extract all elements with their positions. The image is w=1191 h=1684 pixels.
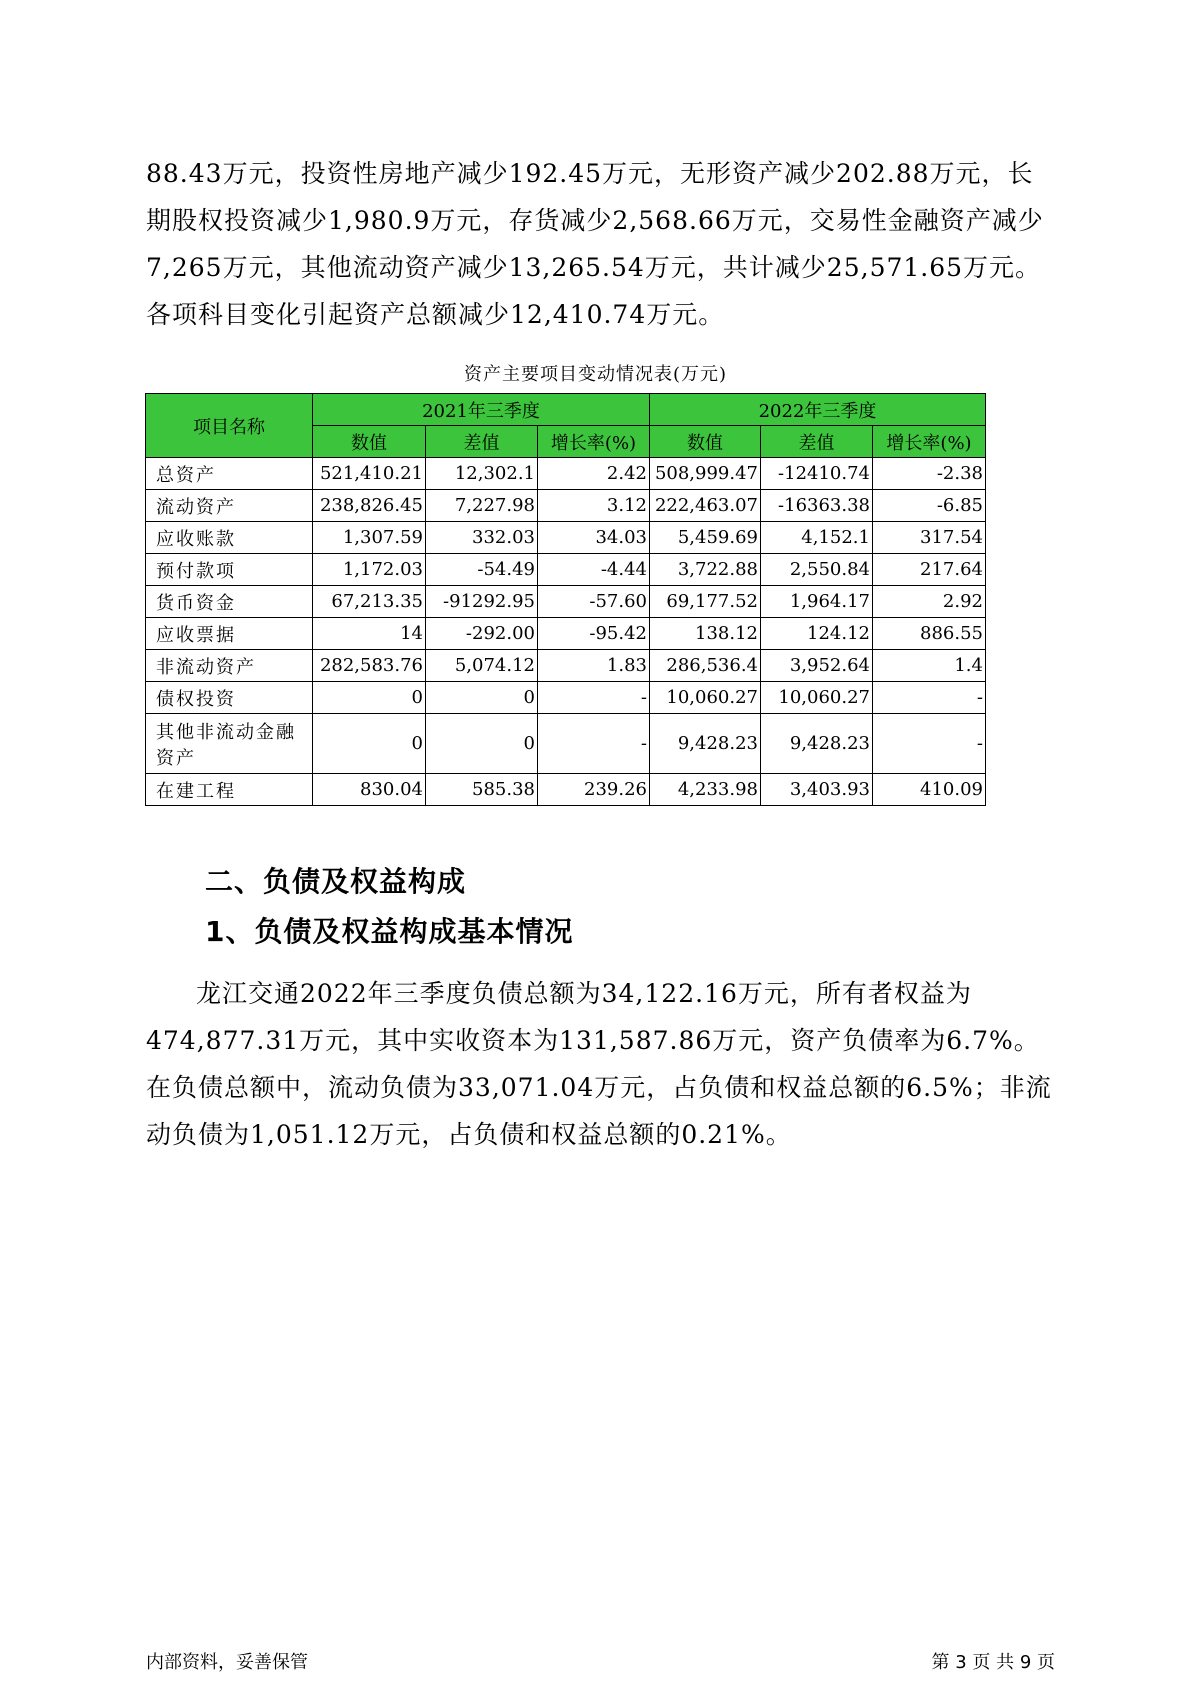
cell-d1: 12,302.1 <box>426 458 538 490</box>
table-row <box>146 618 986 650</box>
table-caption: 资产主要项目变动情况表(万元) <box>463 364 728 385</box>
table-row <box>146 458 986 490</box>
cell-r1: -57.60 <box>538 586 650 618</box>
cell-v1: 67,213.35 <box>313 586 426 618</box>
table-row <box>146 522 986 554</box>
cell-r2: 317.54 <box>873 522 986 554</box>
cell-d2: 3,403.93 <box>761 774 873 806</box>
section-heading: 二、负债及权益构成 <box>205 865 467 898</box>
cell-name: 应收票据 <box>146 618 313 650</box>
cell-r1: -4.44 <box>538 554 650 586</box>
cell-v2: 286,536.4 <box>650 650 761 682</box>
cell-d2: -12410.74 <box>761 458 873 490</box>
cell-v2: 4,233.98 <box>650 774 761 806</box>
cell-r1: -95.42 <box>538 618 650 650</box>
cell-r2: 1.4 <box>873 650 986 682</box>
cell-d2: 4,152.1 <box>761 522 873 554</box>
cell-r1: - <box>538 682 650 714</box>
cell-r2: 2.92 <box>873 586 986 618</box>
cell-v1: 0 <box>313 682 426 714</box>
header-value-2021: 数值 <box>313 426 426 458</box>
cell-d2: 1,964.17 <box>761 586 873 618</box>
cell-r1: 1.83 <box>538 650 650 682</box>
cell-v1: 521,410.21 <box>313 458 426 490</box>
cell-name: 货币资金 <box>146 586 313 618</box>
cell-d1: 0 <box>426 714 538 774</box>
cell-r2: - <box>873 682 986 714</box>
header-rate-2021: 增长率(%) <box>538 426 650 458</box>
header-diff-2021: 差值 <box>426 426 538 458</box>
table-row <box>146 554 986 586</box>
cell-name: 其他非流动金融资产 <box>146 714 313 774</box>
cell-v1: 238,826.45 <box>313 490 426 522</box>
cell-r2: 886.55 <box>873 618 986 650</box>
cell-r2: -2.38 <box>873 458 986 490</box>
cell-v2: 10,060.27 <box>650 682 761 714</box>
cell-v1: 0 <box>313 714 426 774</box>
header-diff-2022: 差值 <box>761 426 873 458</box>
header-item-name: 项目名称 <box>146 394 313 458</box>
assets-change-table <box>145 393 986 806</box>
cell-d1: 585.38 <box>426 774 538 806</box>
header-value-2022: 数值 <box>650 426 761 458</box>
body-paragraph-liabilities: 龙江交通2022年三季度负债总额为34,122.16万元，所有者权益为474,877.31万元，其中实收资本为131,587.86万元，资产负债率为6.7%。在负债总额中，流动负债为33,071.04万元，占负债和权益总额的6.5%；非流动负债为1,051.12万元，占负债和权益总额的0.21%。 <box>146 979 1052 1149</box>
cell-d2: 3,952.64 <box>761 650 873 682</box>
cell-r1: 239.26 <box>538 774 650 806</box>
subsection-heading: 1、负债及权益构成基本情况 <box>205 915 574 948</box>
footer-confidential: 内部资料，妥善保管 <box>146 1652 308 1673</box>
cell-r2: 217.64 <box>873 554 986 586</box>
cell-name: 流动资产 <box>146 490 313 522</box>
cell-name: 预付款项 <box>146 554 313 586</box>
cell-v2: 5,459.69 <box>650 522 761 554</box>
header-rate-2022: 增长率(%) <box>873 426 986 458</box>
footer-page-number: 第 3 页 共 9 页 <box>931 1652 1055 1673</box>
cell-v2: 3,722.88 <box>650 554 761 586</box>
cell-name: 债权投资 <box>146 682 313 714</box>
table-row <box>146 650 986 682</box>
cell-v1: 1,307.59 <box>313 522 426 554</box>
cell-r2: -6.85 <box>873 490 986 522</box>
cell-v2: 508,999.47 <box>650 458 761 490</box>
cell-name: 总资产 <box>146 458 313 490</box>
cell-name: 非流动资产 <box>146 650 313 682</box>
cell-d1: 332.03 <box>426 522 538 554</box>
cell-v2: 222,463.07 <box>650 490 761 522</box>
table-row <box>146 714 986 774</box>
cell-d1: 5,074.12 <box>426 650 538 682</box>
cell-r1: 3.12 <box>538 490 650 522</box>
cell-d1: 7,227.98 <box>426 490 538 522</box>
cell-v1: 830.04 <box>313 774 426 806</box>
cell-v2: 138.12 <box>650 618 761 650</box>
cell-v1: 282,583.76 <box>313 650 426 682</box>
cell-d2: 2,550.84 <box>761 554 873 586</box>
table-row <box>146 490 986 522</box>
cell-r2: 410.09 <box>873 774 986 806</box>
cell-v1: 14 <box>313 618 426 650</box>
cell-name: 在建工程 <box>146 774 313 806</box>
header-group-2021: 2021年三季度 <box>313 394 650 426</box>
table-row <box>146 774 986 806</box>
cell-v2: 69,177.52 <box>650 586 761 618</box>
header-group-2022: 2022年三季度 <box>650 394 986 426</box>
cell-r2: - <box>873 714 986 774</box>
table-row <box>146 586 986 618</box>
cell-d2: 10,060.27 <box>761 682 873 714</box>
table-row <box>146 682 986 714</box>
cell-r1: 34.03 <box>538 522 650 554</box>
cell-r1: 2.42 <box>538 458 650 490</box>
cell-d1: -54.49 <box>426 554 538 586</box>
body-paragraph-assets: 88.43万元，投资性房地产减少192.45万元，无形资产减少202.88万元，长期股权投资减少1,980.9万元，存货减少2,568.66万元，交易性金融资产减少7,265万元，其他流动资产减少13,265.54万元，共计减少25,571.65万元。各项科目变化引起资产总额减少12,410.74万元。 <box>146 159 1044 329</box>
cell-name: 应收账款 <box>146 522 313 554</box>
cell-r1: - <box>538 714 650 774</box>
cell-v2: 9,428.23 <box>650 714 761 774</box>
cell-d2: -16363.38 <box>761 490 873 522</box>
cell-v1: 1,172.03 <box>313 554 426 586</box>
cell-d1: 0 <box>426 682 538 714</box>
cell-d2: 9,428.23 <box>761 714 873 774</box>
cell-d1: -292.00 <box>426 618 538 650</box>
cell-d2: 124.12 <box>761 618 873 650</box>
cell-d1: -91292.95 <box>426 586 538 618</box>
